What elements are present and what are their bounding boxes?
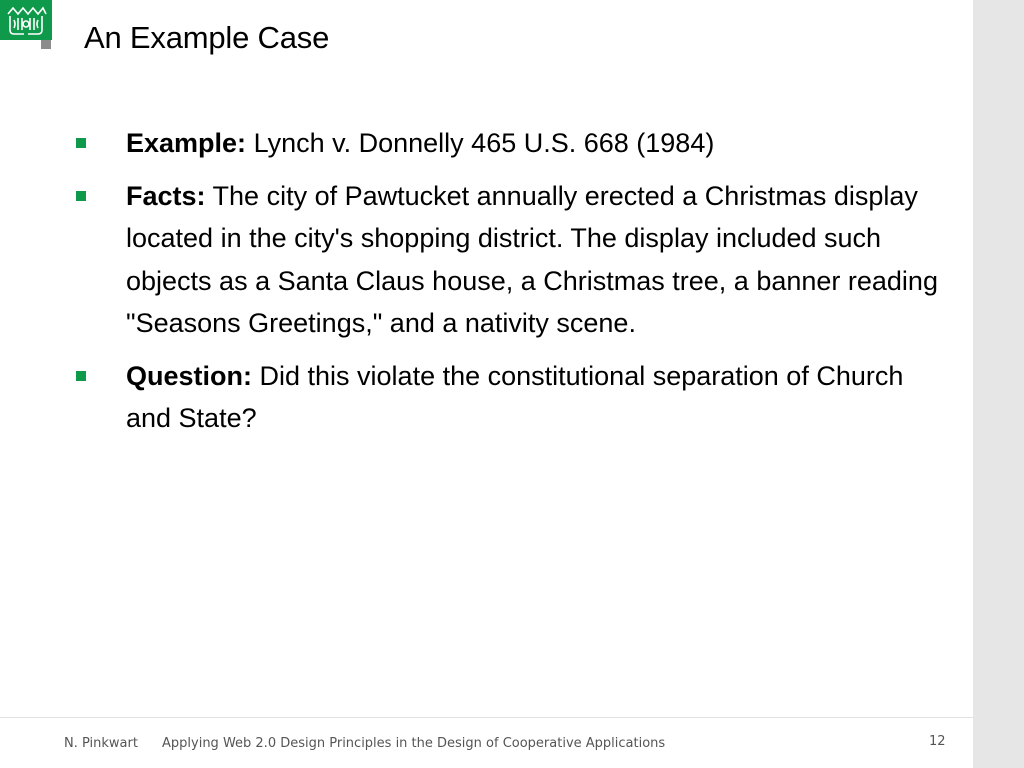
square-bullet-icon xyxy=(76,371,86,381)
logo-square-icon xyxy=(41,40,51,49)
bullet-item-facts xyxy=(74,175,954,345)
side-band xyxy=(973,0,1024,768)
square-bullet-icon xyxy=(76,191,86,201)
footer-author: N. Pinkwart xyxy=(64,736,138,751)
page-number: 12 xyxy=(929,734,946,749)
bullet-label: Question: xyxy=(126,360,252,391)
bullet-label: Example: xyxy=(126,128,247,158)
footer-divider xyxy=(0,717,973,718)
bullet-item-example xyxy=(74,122,954,165)
bullet-item-question xyxy=(74,355,954,440)
bullet-text: Lynch v. Donnelly 465 U.S. 668 (1984) xyxy=(246,128,715,158)
bullet-list xyxy=(74,122,954,450)
bullet-text: Did this violate the constitutional separation of Church and State? xyxy=(126,360,904,433)
slide-title: An Example Case xyxy=(84,20,330,55)
university-crest-icon xyxy=(0,0,52,40)
bullet-text: The city of Pawtucket annually erected a Christmas display located in the city's shopping district. The display included such objects as a Santa Claus house, a Christmas tree, a banner reading "Seasons Greetings," and a nativity scene. xyxy=(126,180,938,338)
bullet-label: Facts: xyxy=(126,180,206,211)
square-bullet-icon xyxy=(76,138,86,148)
footer-presentation-title: Applying Web 2.0 Design Principles in the Design of Cooperative Applications xyxy=(162,736,666,751)
